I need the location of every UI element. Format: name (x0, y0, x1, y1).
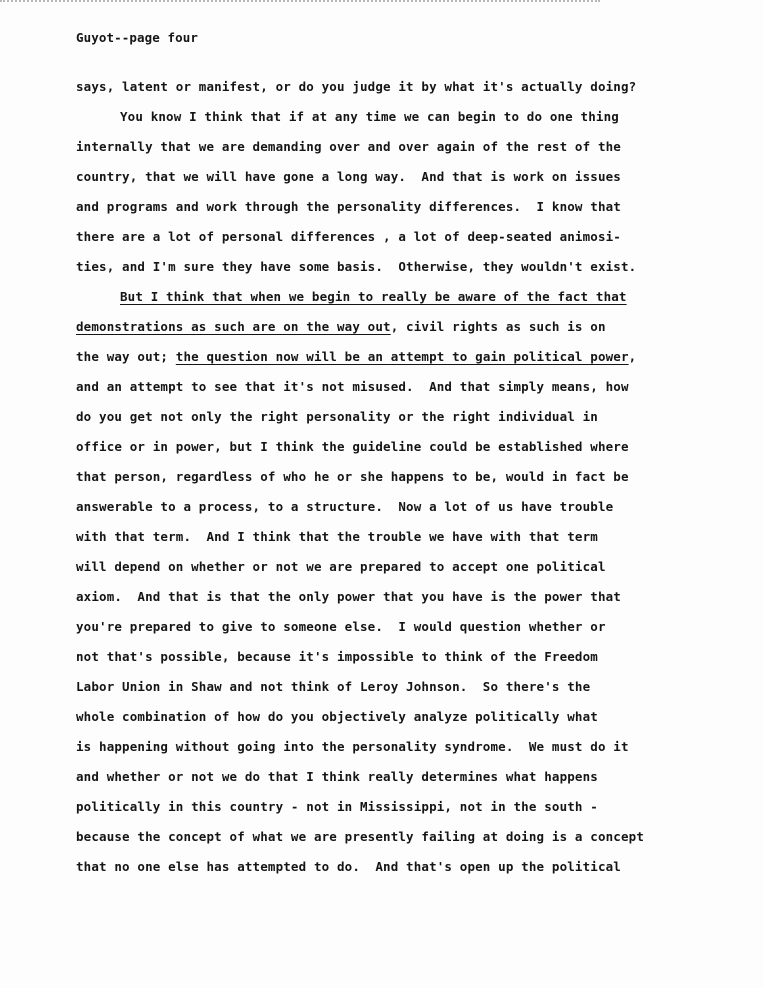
text-line-partly-underlined (76, 346, 746, 376)
text-line: Labor Union in Shaw and not think of Leroy Johnson. So there's the (76, 679, 591, 694)
text-line-underlined (76, 286, 746, 316)
text-line: says, latent or manifest, or do you judge it by what it's actually doing? (76, 79, 637, 94)
text-line: and whether or not we do that I think really determines what happens (76, 769, 598, 784)
page-header: Guyot--page four (76, 30, 199, 45)
text-line-partly-underlined (76, 316, 746, 346)
plain-text: , (628, 349, 637, 364)
text-line: ties, and I'm sure they have some basis. Otherwise, they wouldn't exist. (76, 259, 637, 274)
text-line: there are a lot of personal differences , a lot of deep-seated animosi- (76, 229, 621, 244)
transcript-body (76, 76, 746, 886)
text-line: You know I think that if at any time we can begin to do one thing (120, 109, 619, 124)
text-line: internally that we are demanding over and over again of the rest of the (76, 139, 621, 154)
text-line: that no one else has attempted to do. And that's open up the political (76, 859, 621, 874)
page-edge-dots (0, 0, 600, 2)
text-line: do you get not only the right personality or the right individual in (76, 409, 598, 424)
text-line: is happening without going into the personality syndrome. We must do it (76, 739, 629, 754)
text-line: politically in this country - not in Mississippi, not in the south - (76, 799, 598, 814)
underlined-text: the question now will be an attempt to gain political power (175, 349, 629, 364)
text-line: will depend on whether or not we are prepared to accept one political (76, 559, 606, 574)
plain-text: , civil rights as such is on (390, 319, 606, 334)
text-line: not that's possible, because it's impossible to think of the Freedom (76, 649, 598, 664)
text-line: and programs and work through the personality differences. I know that (76, 199, 621, 214)
underlined-text: demonstrations as such are on the way out (76, 319, 391, 334)
underlined-text: But I think that when we begin to really be aware of the fact that (120, 289, 627, 304)
text-line: and an attempt to see that it's not misused. And that simply means, how (76, 379, 629, 394)
text-line: because the concept of what we are presently failing at doing is a concept (76, 829, 644, 844)
text-line: whole combination of how do you objectively analyze politically what (76, 709, 598, 724)
text-line: axiom. And that is that the only power that you have is the power that (76, 589, 621, 604)
text-line: country, that we will have gone a long way. And that is work on issues (76, 169, 621, 184)
text-line: you're prepared to give to someone else. I would question whether or (76, 619, 606, 634)
text-line: office or in power, but I think the guideline could be established where (76, 439, 629, 454)
text-line: that person, regardless of who he or she happens to be, would in fact be (76, 469, 629, 484)
text-line: answerable to a process, to a structure. Now a lot of us have trouble (76, 499, 614, 514)
plain-text: the way out; (76, 349, 176, 364)
text-line: with that term. And I think that the trouble we have with that term (76, 529, 598, 544)
